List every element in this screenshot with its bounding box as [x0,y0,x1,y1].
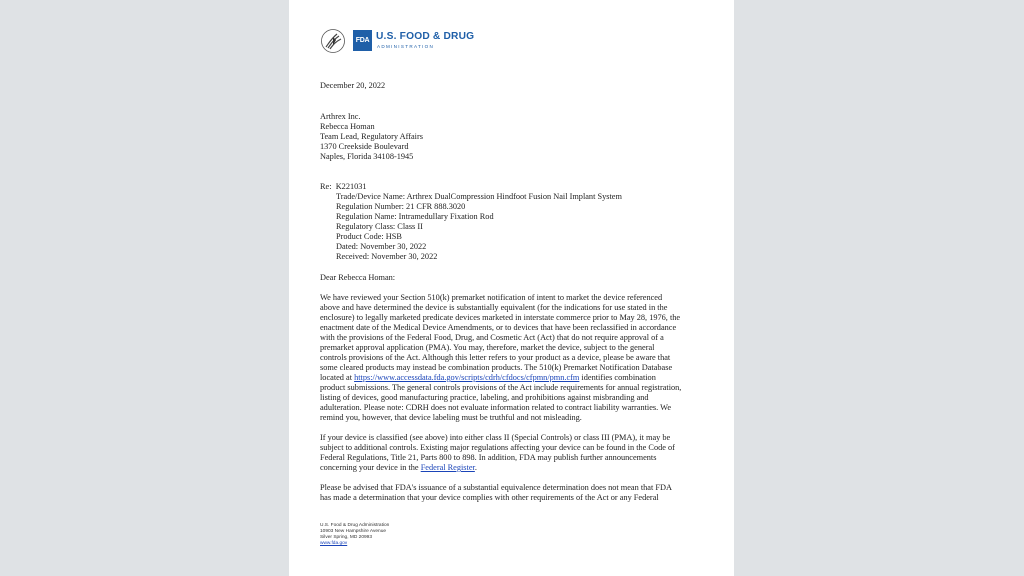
agency-subtitle: ADMINISTRATION [377,44,435,49]
re-line [320,182,622,192]
re-number: K221031 [335,182,367,191]
re-block [320,182,622,262]
salutation: Dear Rebecca Homan: [320,273,396,282]
re-detail: Regulation Name: Intramedullary Fixation Rod [336,212,494,221]
link-suffix: identifies combination [579,373,656,382]
paragraph-line: If your device is classified (see above) into either class II (Special Controls) or class III (PMA), it may be [320,433,671,442]
paragraph-line: some cleared products may instead be combination products. The 510(k) Premarket Notification Database [320,363,673,372]
paragraph-line [320,373,681,383]
recipient-address [320,112,423,162]
paragraph-line: product submissions. The general controls provisions of the Act include requirements for annual registration, [320,383,682,392]
hhs-eagle-icon [320,28,346,54]
agency-name: U.S. FOOD & DRUG [376,31,475,42]
address-line: Arthrex Inc. [320,112,361,121]
fda-logo-box: FDA [353,30,372,51]
paragraph-2 [320,433,675,473]
paragraph-1 [320,293,681,423]
address-line: Naples, Florida 34108-1945 [320,152,414,161]
footer-line: 10903 New Hampshire Avenue [320,529,387,534]
pmn-database-link[interactable]: https://www.accessdata.fda.gov/scripts/cdrh/cfdocs/cfpmn/pmn.cfm [354,373,580,382]
link-prefix: located at [320,373,355,382]
re-detail: Received: November 30, 2022 [336,252,438,261]
paragraph-line: remind you, however, that device labeling must be truthful and not misleading. [320,413,582,422]
re-detail: Regulatory Class: Class II [336,222,423,231]
footer-line: U.S. Food & Drug Administration [320,523,390,528]
letter-page [289,0,734,576]
re-detail: Trade/Device Name: Arthrex DualCompression Hindfoot Fusion Nail Implant System [336,192,622,201]
paragraph-line: controls provisions of the Act. Although this letter refers to your product as a device, please be aware that [320,353,671,362]
link-suffix: . [474,463,477,472]
paragraph-3 [320,483,672,503]
address-line: Team Lead, Regulatory Affairs [320,132,423,141]
paragraph-line: has made a determination that your device complies with other requirements of the Act or any Federal [320,493,659,502]
re-label: Re: [320,182,332,191]
link-prefix: concerning your device in the [320,463,421,472]
paragraph-line: enclosure) to legally marketed predicate devices marketed in interstate commerce prior to May 28, 1976, the [320,313,681,322]
footer-line: Silver Spring, MD 20993 [320,535,372,540]
paragraph-line: adulteration. Please note: CDRH does not evaluate information related to contract liability warranties. We [320,403,671,412]
re-detail: Product Code: HSB [336,232,402,241]
federal-register-link[interactable]: Federal Register [420,463,475,472]
re-detail: Regulation Number: 21 CFR 888.3020 [336,202,466,211]
fda-website-link[interactable]: www.fda.gov [320,541,348,546]
paragraph-line [320,463,675,473]
paragraph-line: above and have determined the device is substantially equivalent (for the indications for use stated in the [320,303,668,312]
paragraph-line: Please be advised that FDA's issuance of a substantial equivalence determination does not mean that FDA [320,483,672,492]
paragraph-line: Federal Regulations, Title 21, Parts 800 to 898. In addition, FDA may publish further announcements [320,453,657,462]
footer-address [320,523,389,547]
paragraph-line: enactment date of the Medical Device Amendments, or to devices that have been reclassified in accordance [320,323,677,332]
letter-date: December 20, 2022 [320,81,386,90]
paragraph-line: with the provisions of the Federal Food, Drug, and Cosmetic Act (Act) that do not require approval of a [320,333,664,342]
paragraph-line: subject to additional controls. Existing major regulations affecting your device can be found in the Code of [320,443,675,452]
re-detail: Dated: November 30, 2022 [336,242,427,251]
address-line: Rebecca Homan [320,122,375,131]
paragraph-line: listing of devices, good manufacturing practice, labeling, and prohibitions against misbranding and [320,393,649,402]
paragraph-line: We have reviewed your Section 510(k) premarket notification of intent to market the device referenced [320,293,663,302]
address-line: 1370 Creekside Boulevard [320,142,409,151]
paragraph-line: premarket approval application (PMA). You may, therefore, market the device, subject to the general [320,343,655,352]
